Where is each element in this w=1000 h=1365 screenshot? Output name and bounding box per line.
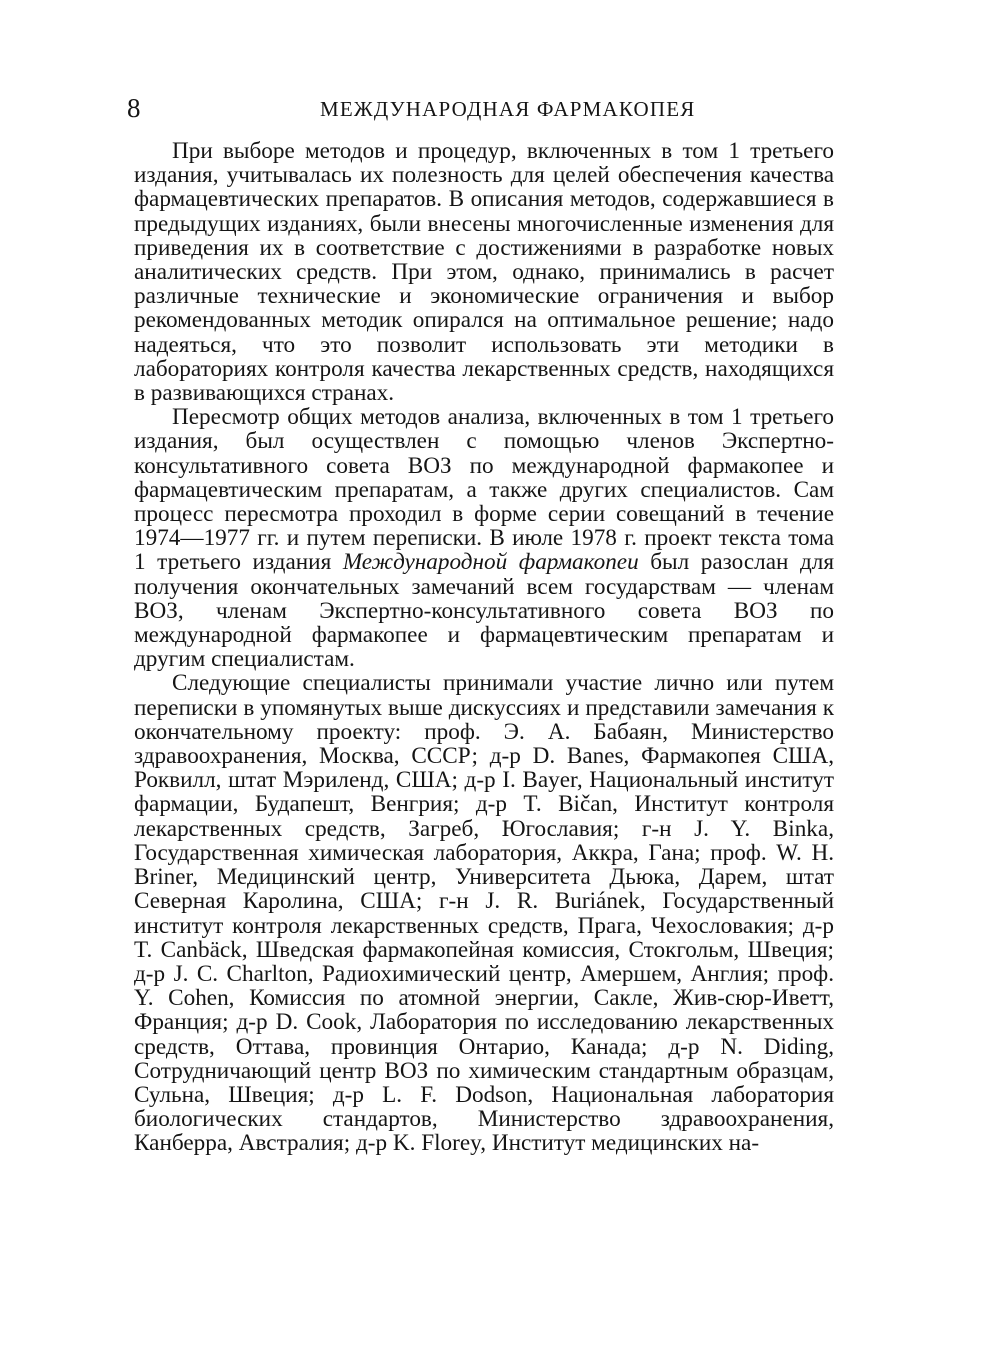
paragraph-specialists-list: Следующие специалисты принимали участие лично или путем переписки в упомянутых выше дискуссиях и представили замечания к окончательному проекту: проф. Э. А. Бабаян, Министерство здравоохранения, Москва, СССР; д-р D. Banes, Фармакопея США, Роквилл, штат Мэриленд, США; д-р I. Bayer, Национальный институт фармации, Будапешт, Венгрия; д-р T. Bičan, Институт контроля лекарственных средств, Загреб, Югославия; г-н J. Y. Binka, Государственная химическая лаборатория, Аккра, Гана; проф. W. H. Briner, Медицинский центр, Университета Дьюка, Дарем, штат Северная Каролина, США; г-н J. R. Buriánek, Государственный институт контроля лекарственных средств, Прага, Чехословакия; д-р T. Canbäck, Шведская фармакопейная комиссия, Стокгольм, Швеция; д-р J. C. Charlton, Радиохимический центр, Амершем, Англия; проф. Y. Cohen, Комиссия по атомной энергии, Сакле, Жив-сюр-Иветт, Франция; д-р D. Cook, Лаборатория по исследованию лекарственных средств, Оттава, провинция Онтарио, Канада; д-р N. Diding, Сотрудничающий центр ВОЗ по химическим стандартным образцам, Сульна, Швеция; д-р L. F. Dodson, Национальная лаборатория биологических стандартов, Министерство здравоохранения, Канберра, Австралия; д-р K. Florey, Институт медицинских на-: [134, 670, 834, 1157]
paragraph-text-before: Пересмотр общих методов анализа, включенных в том 1 третьего издания, был осуществлен с помощью членов Экспертно-консультативного совета ВОЗ по международной фармакопее и фармацевтическим препаратам, а также других специалистов. Сам процесс пересмотра проходил в форме серии совещаний в течение 1974—1977 гг. и путем переписки. В июле 1978 г. проект текста тома 1 третьего издания: [134, 404, 834, 576]
book-title-italic: Международной фармакопеи: [342, 549, 639, 576]
paragraph-revision-process: [134, 405, 834, 671]
body-text: [134, 139, 834, 1156]
paragraph-methods-selection: При выборе методов и процедур, включенных в том 1 третьего издания, учитывалась их полезность для целей обеспечения качества фармацевтических препаратов. В описания методов, содержавшиеся в предыдущих изданиях, были внесены многочисленные изменения для приведения их в соответствие с достижениями в разработке новых аналитических средств. При этом, однако, принимались в расчет различные технические и экономические ограничения и выбор рекомендованных методик опирался на оптимальное решение; надо надеяться, что это позволит использовать эти методики в лабораториях контроля качества лекарственных средств, находящихся в развивающихся странах.: [134, 138, 834, 407]
running-title: МЕЖДУНАРОДНАЯ ФАРМАКОПЕЯ: [320, 97, 696, 121]
paragraph-text-after: был разослан для получения окончательных замечаний всем государствам — членам ВОЗ, членам Экспертно-консультативного совета ВОЗ по международной фармакопее и фармацевтическим препаратам и другим специалистам.: [134, 549, 834, 673]
page-number: 8: [127, 93, 141, 123]
